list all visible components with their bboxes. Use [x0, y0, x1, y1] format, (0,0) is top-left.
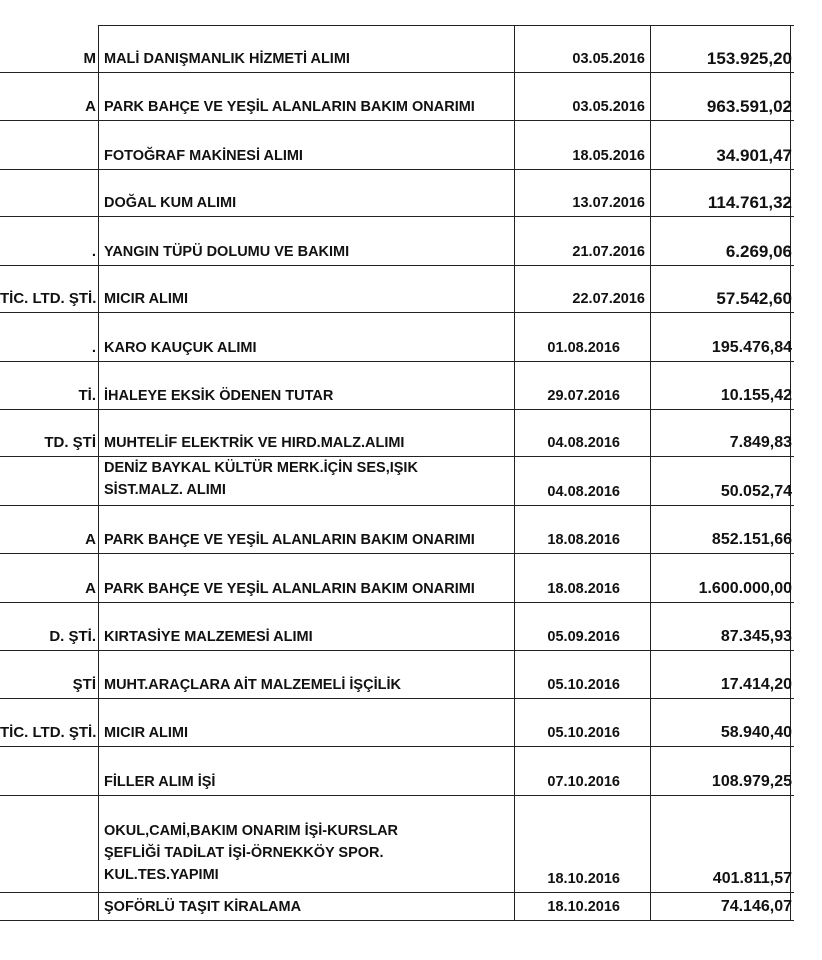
amount-cell: 57.542,60 — [716, 289, 792, 308]
row-divider — [0, 795, 794, 796]
description-cell — [104, 674, 401, 696]
description-cell — [104, 578, 475, 600]
description-cell — [104, 626, 313, 648]
amount-cell: 153.925,20 — [706, 49, 792, 68]
description-line: YANGIN TÜPÜ DOLUMU VE BAKIMI — [104, 244, 350, 260]
amount-cell: 852.151,66 — [711, 531, 792, 548]
row-divider — [0, 361, 794, 362]
description-line: ŞOFÖRLÜ TAŞIT KİRALAMA — [104, 899, 302, 915]
amount-cell: 58.940,40 — [720, 724, 792, 741]
description-cell — [104, 385, 333, 407]
description-cell — [104, 48, 350, 70]
row-divider — [0, 312, 794, 313]
description-line: FOTOĞRAF MAKİNESİ ALIMI — [104, 148, 303, 164]
description-line: FİLLER ALIM İŞİ — [104, 774, 216, 790]
row-divider — [0, 698, 794, 699]
company-cell: ŞTİ — [72, 676, 96, 693]
amount-cell: 87.345,93 — [720, 628, 792, 645]
description-cell — [104, 432, 404, 454]
amount-cell: 114.761,32 — [707, 193, 792, 212]
description-line: İHALEYE EKSİK ÖDENEN TUTAR — [104, 388, 334, 404]
description-cell — [104, 771, 215, 793]
amount-cell: 17.414,20 — [720, 676, 792, 693]
date-cell: 22.07.2016 — [572, 291, 645, 307]
amount-cell: 74.146,07 — [720, 898, 792, 915]
amount-cell: 50.052,74 — [720, 483, 792, 500]
amount-cell: 195.476,84 — [711, 339, 792, 356]
description-line: MICIR ALIMI — [104, 725, 189, 741]
date-cell: 05.10.2016 — [547, 725, 620, 741]
row-divider — [0, 169, 794, 170]
date-cell: 29.07.2016 — [547, 388, 620, 404]
row-divider — [0, 216, 794, 217]
description-line: MUHT.ARAÇLARA AİT MALZEMELİ İŞÇİLİK — [104, 677, 401, 693]
date-cell: 18.10.2016 — [547, 899, 620, 915]
date-cell: 13.07.2016 — [572, 195, 645, 211]
date-cell: 05.10.2016 — [547, 677, 620, 693]
company-cell: . — [91, 339, 96, 356]
date-cell: 03.05.2016 — [572, 51, 645, 67]
date-cell: 18.05.2016 — [572, 148, 645, 164]
column-divider — [98, 25, 99, 920]
row-divider — [0, 650, 794, 651]
row-divider — [0, 265, 794, 266]
row-divider — [0, 120, 794, 121]
company-cell: TİC. LTD. ŞTİ. — [0, 724, 96, 741]
company-cell: A — [85, 580, 96, 597]
description-line: MUHTELİF ELEKTRİK VE HIRD.MALZ.ALIMI — [104, 435, 405, 451]
description-cell — [104, 288, 188, 310]
description-cell — [104, 192, 236, 214]
description-cell — [104, 241, 349, 263]
table-top-border — [98, 25, 794, 26]
date-cell: 04.08.2016 — [547, 484, 620, 500]
company-cell: . — [91, 243, 96, 260]
date-cell: 21.07.2016 — [572, 244, 645, 260]
row-divider — [0, 892, 794, 893]
date-cell: 05.09.2016 — [547, 629, 620, 645]
description-line: PARK BAHÇE VE YEŞİL ALANLARIN BAKIM ONARIMI — [104, 532, 475, 548]
description-cell — [104, 529, 475, 551]
date-cell: 03.05.2016 — [572, 99, 645, 115]
amount-cell: 401.811,57 — [712, 870, 792, 887]
description-cell — [104, 145, 303, 167]
amount-cell: 34.901,47 — [716, 146, 792, 165]
company-cell: A — [85, 531, 96, 548]
description-line: PARK BAHÇE VE YEŞİL ALANLARIN BAKIM ONARIMI — [104, 581, 475, 597]
description-cell — [104, 896, 301, 918]
description-cell — [104, 96, 475, 118]
date-cell: 18.10.2016 — [547, 871, 620, 887]
company-cell: TİC. LTD. ŞTİ. — [0, 290, 96, 307]
amount-cell: 10.155,42 — [720, 387, 792, 404]
amount-cell: 1.600.000,00 — [698, 580, 792, 597]
description-line: MICIR ALIMI — [104, 291, 189, 307]
description-line: KUL.TES.YAPIMI — [104, 867, 219, 883]
row-divider — [0, 553, 794, 554]
date-cell: 04.08.2016 — [547, 435, 620, 451]
description-cell — [104, 820, 398, 886]
description-line: DOĞAL KUM ALIMI — [104, 195, 237, 211]
description-cell — [104, 722, 188, 744]
description-line: DENİZ BAYKAL KÜLTÜR MERK.İÇİN SES,IŞIK — [104, 460, 418, 476]
description-line: ŞEFLİĞİ TADİLAT İŞİ-ÖRNEKKÖY SPOR. — [104, 845, 384, 861]
description-line: SİST.MALZ. ALIMI — [104, 482, 226, 498]
date-cell: 07.10.2016 — [547, 774, 620, 790]
date-cell: 18.08.2016 — [547, 581, 620, 597]
company-cell: A — [85, 98, 96, 115]
amount-cell: 6.269,06 — [725, 242, 792, 261]
amount-cell: 7.849,83 — [729, 434, 792, 451]
date-cell: 18.08.2016 — [547, 532, 620, 548]
description-line: KIRTASİYE MALZEMESİ ALIMI — [104, 629, 313, 645]
description-cell — [104, 337, 257, 359]
description-line: KARO KAUÇUK ALIMI — [104, 340, 257, 356]
company-cell: Tİ. — [78, 387, 96, 404]
row-divider — [0, 602, 794, 603]
company-cell: TD. ŞTİ — [44, 434, 96, 451]
amount-cell: 963.591,02 — [706, 97, 792, 116]
date-cell: 01.08.2016 — [547, 340, 620, 356]
description-line: MALİ DANIŞMANLIK HİZMETİ ALIMI — [104, 51, 350, 67]
row-divider — [0, 505, 794, 506]
row-divider — [0, 746, 794, 747]
column-divider — [650, 25, 651, 920]
description-line: OKUL,CAMİ,BAKIM ONARIM İŞİ-KURSLAR — [104, 823, 399, 839]
description-cell — [104, 457, 418, 501]
company-cell: D. ŞTİ. — [49, 628, 96, 645]
amount-cell: 108.979,25 — [711, 773, 792, 790]
row-divider — [0, 409, 794, 410]
row-divider — [0, 72, 794, 73]
description-line: PARK BAHÇE VE YEŞİL ALANLARIN BAKIM ONARIMI — [104, 99, 475, 115]
row-divider — [0, 920, 794, 921]
column-divider — [514, 25, 515, 920]
company-cell: M — [83, 50, 96, 67]
